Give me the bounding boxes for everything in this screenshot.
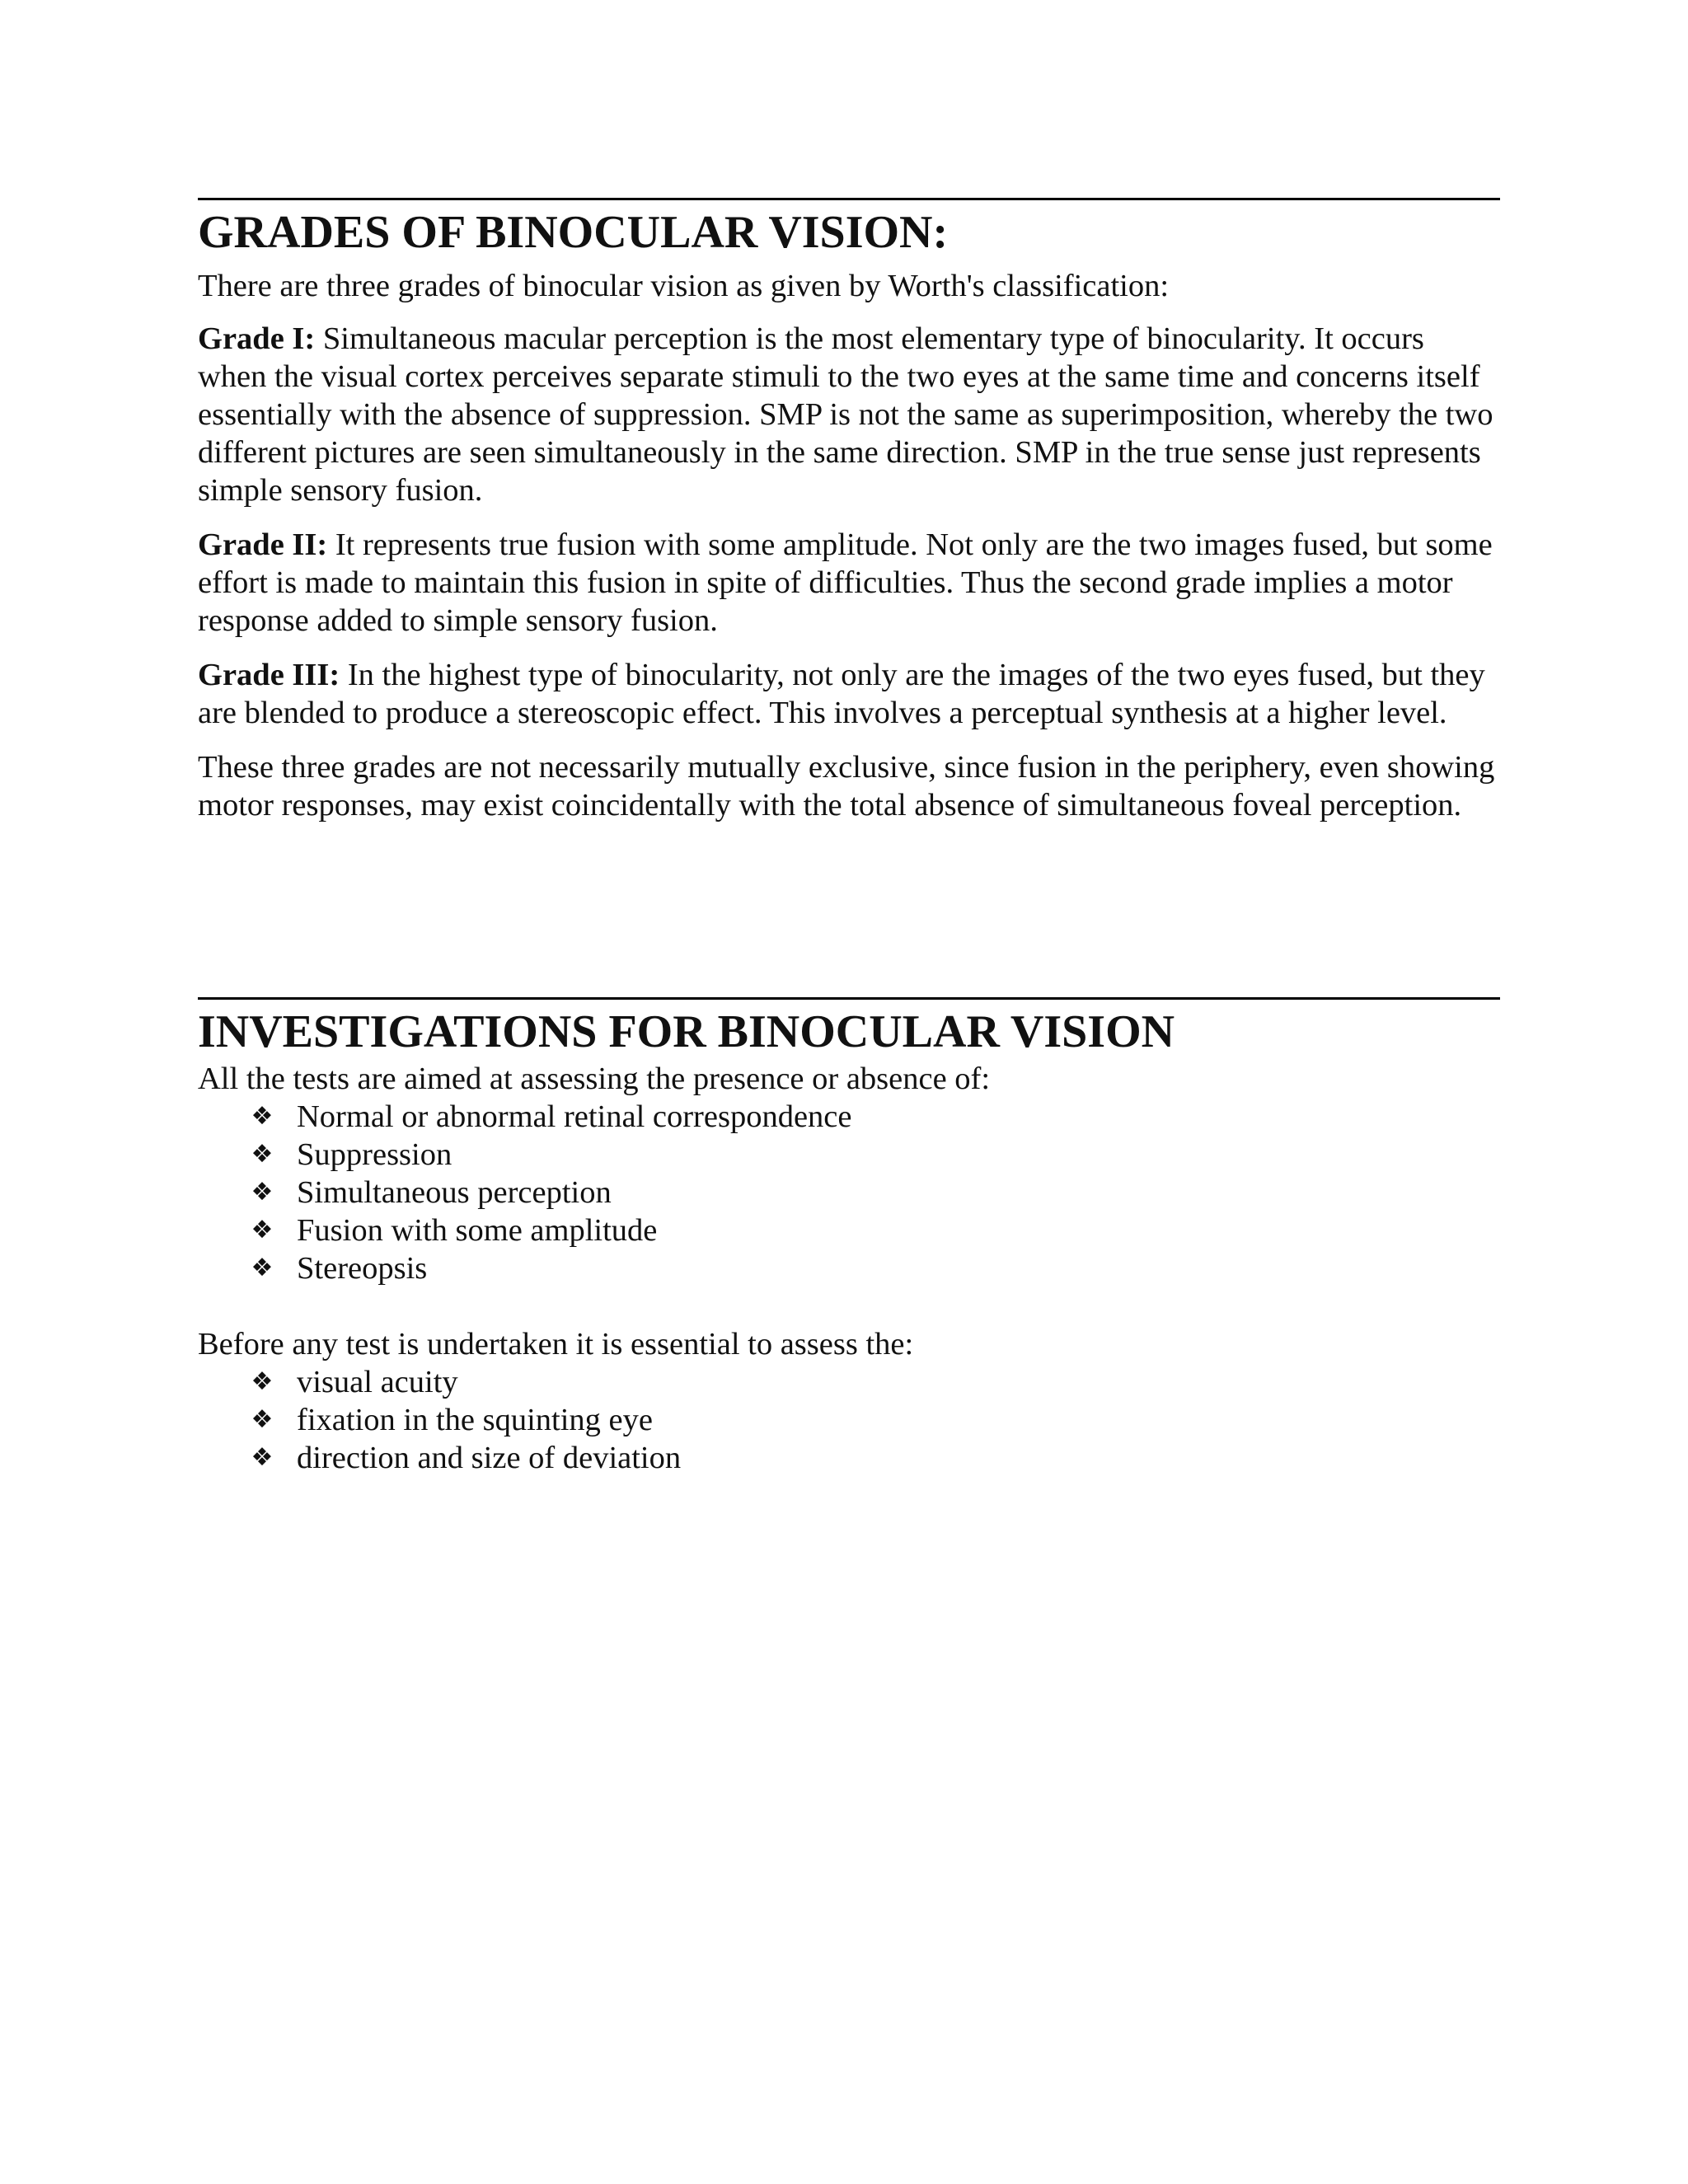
assess-list — [198, 1363, 1500, 1477]
four-diamond-bullet-icon: ❖ — [251, 1140, 274, 1169]
grade-2-paragraph — [198, 526, 1500, 640]
tests-lead: All the tests are aimed at assessing the presence or absence of: — [198, 1062, 991, 1097]
list-item — [247, 1136, 1500, 1174]
list-item — [247, 1249, 1500, 1287]
four-diamond-bullet-icon: ❖ — [251, 1178, 274, 1207]
grade-3-label: Grade III: — [198, 658, 340, 693]
grades-section — [198, 198, 1500, 841]
four-diamond-bullet-icon: ❖ — [251, 1254, 274, 1283]
assess-lead: Before any test is undertaken it is essential to assess the: — [198, 1327, 914, 1362]
list-item-text: visual acuity — [297, 1365, 458, 1400]
grade-3-paragraph — [198, 656, 1500, 732]
list-item-text: Suppression — [297, 1137, 452, 1173]
four-diamond-bullet-icon: ❖ — [251, 1216, 274, 1245]
list-item — [247, 1174, 1500, 1212]
list-item-text: Stereopsis — [297, 1251, 428, 1286]
grades-intro: There are three grades of binocular vision as given by Worth's classification: — [198, 269, 1170, 304]
investigations-heading: INVESTIGATIONS FOR BINOCULAR VISION — [198, 1006, 1175, 1057]
four-diamond-bullet-icon: ❖ — [251, 1367, 274, 1397]
list-item-text: direction and size of deviation — [297, 1441, 682, 1476]
list-item — [247, 1401, 1500, 1439]
grade-1-text: Simultaneous macular perception is the most elementary type of binocularity. It occurs when the visual cortex perceives separate stimuli to the two eyes at the same time and concerns itself essentially with the absence of suppression. SMP is not the same as superimposition, whereby the two different pictures are seen simultaneously in the same direction. SMP in the true sense just represents simple sensory fusion. — [198, 321, 1493, 509]
list-item-text: Normal or abnormal retinal correspondence — [297, 1099, 852, 1135]
investigations-section — [198, 997, 1500, 1477]
list-item-text: Simultaneous perception — [297, 1175, 612, 1211]
grade-2-text: It represents true fusion with some amplitude. Not only are the two images fused, but some effort is made to maintain this fusion in spite of difficulties. Thus the second grade implies a motor response added to simple sensory fusion. — [198, 527, 1493, 639]
four-diamond-bullet-icon: ❖ — [251, 1443, 274, 1473]
four-diamond-bullet-icon: ❖ — [251, 1102, 274, 1132]
section-divider — [198, 198, 1500, 200]
grade-1-label: Grade I: — [198, 321, 316, 357]
tests-list — [198, 1098, 1500, 1287]
list-item — [247, 1098, 1500, 1136]
section-divider — [198, 997, 1500, 1000]
spacer — [198, 1287, 1500, 1325]
list-item-text: Fusion with some amplitude — [297, 1213, 658, 1249]
grades-closing: These three grades are not necessarily mutually exclusive, since fusion in the periphery, even showing motor responses, may exist coincidentally with the total absence of simultaneous foveal perception. — [198, 750, 1495, 823]
grade-2-label: Grade II: — [198, 527, 328, 563]
grades-heading: GRADES OF BINOCULAR VISION: — [198, 207, 949, 258]
list-item — [247, 1212, 1500, 1249]
grade-3-text: In the highest type of binocularity, not only are the images of the two eyes fused, but they are blended to produce a stereoscopic effect. This involves a perceptual synthesis at a higher level. — [198, 658, 1485, 731]
list-item — [247, 1363, 1500, 1401]
list-item-text: fixation in the squinting eye — [297, 1403, 653, 1438]
grade-1-paragraph — [198, 320, 1500, 509]
four-diamond-bullet-icon: ❖ — [251, 1405, 274, 1435]
list-item — [247, 1439, 1500, 1477]
